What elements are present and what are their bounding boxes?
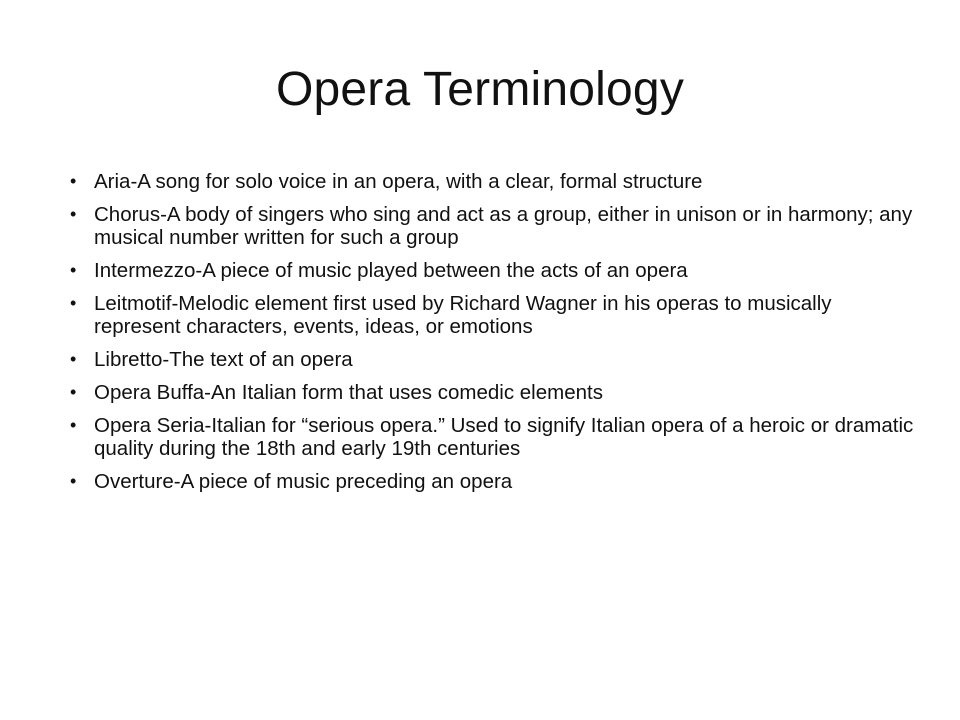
bullet-item-opera-buffa [70,381,920,404]
bullet-item-opera-seria [70,414,920,460]
bullet-text: Aria-A song for solo voice in an opera, with a clear, formal structure [94,170,703,193]
bullet-item-leitmotif [70,292,920,338]
bullet-dot-icon: • [70,204,77,224]
bullet-dot-icon: • [70,382,77,402]
bullet-text: Chorus-A body of singers who sing and act as a group, either in unison or in harmony; any musical number written for such a group [94,203,913,249]
bullet-text: Opera Buffa-An Italian form that uses comedic elements [94,381,603,404]
slide-title: Opera Terminology [275,63,685,116]
bullet-text: Overture-A piece of music preceding an opera [94,470,513,493]
bullet-dot-icon: • [70,349,77,369]
bullet-list [70,170,920,503]
bullet-text: Intermezzo-A piece of music played between the acts of an opera [94,259,688,282]
bullet-dot-icon: • [70,171,77,191]
bullet-dot-icon: • [70,260,77,280]
bullet-text: Leitmotif-Melodic element first used by Richard Wagner in his operas to musically represent characters, events, ideas, or emotions [94,292,832,338]
bullet-item-overture [70,470,920,493]
bullet-text: Opera Seria-Italian for “serious opera.” Used to signify Italian opera of a heroic or dramatic quality during the 18th and early 19th centuries [94,414,914,460]
bullet-dot-icon: • [70,293,77,313]
bullet-text: Libretto-The text of an opera [94,348,353,371]
bullet-item-intermezzo [70,259,920,282]
bullet-item-chorus [70,203,920,249]
bullet-item-aria [70,170,920,193]
bullet-item-libretto [70,348,920,371]
bullet-dot-icon: • [70,415,77,435]
bullet-dot-icon: • [70,471,77,491]
